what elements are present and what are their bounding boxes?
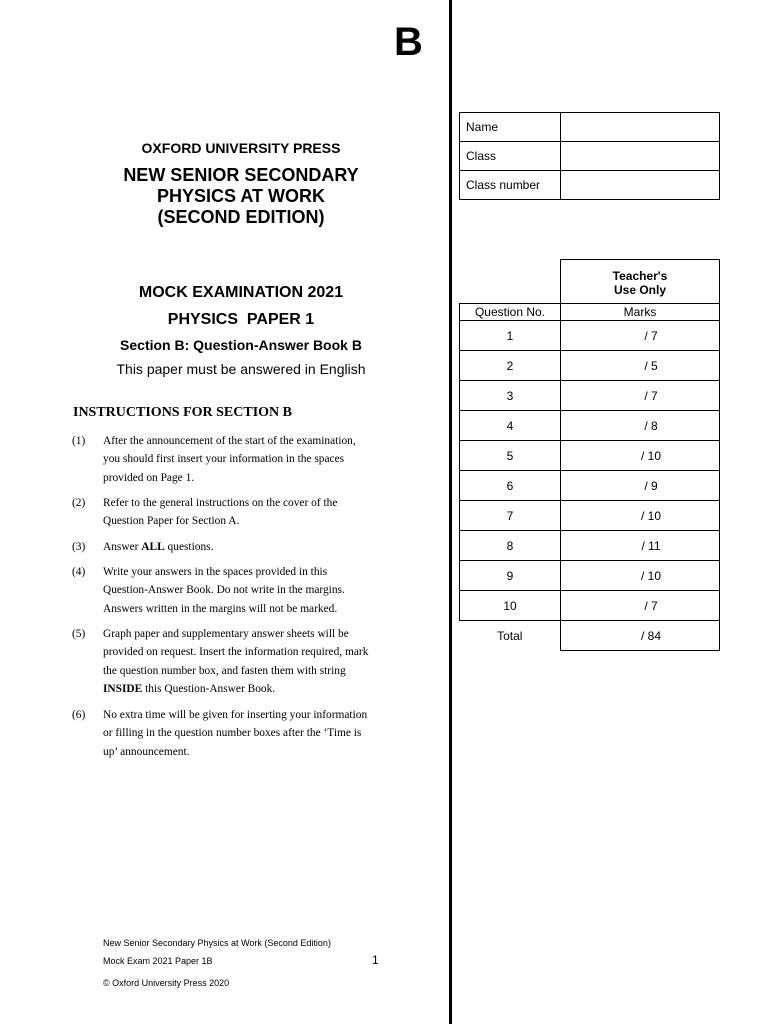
book-title (82, 165, 400, 228)
question-number: 4 (460, 411, 561, 441)
header-spacer (460, 260, 561, 304)
marks-cell[interactable]: / 10 (561, 501, 720, 531)
total-marks-cell[interactable]: / 84 (561, 621, 720, 651)
field-label: Class number (460, 171, 561, 200)
footer-book-title: New Senior Secondary Physics at Work (Second Edition) (103, 938, 331, 948)
name-field[interactable] (561, 113, 720, 142)
table-row (460, 351, 720, 381)
teacher-header-line: Use Only (613, 282, 667, 297)
table-row (460, 531, 720, 561)
instruction-text-part: questions. (164, 541, 214, 553)
instruction-item-3 (72, 538, 412, 556)
instruction-number: (6) (72, 709, 86, 721)
table-row (460, 321, 720, 351)
instruction-emphasis: INSIDE (103, 682, 143, 695)
footer-copyright: © Oxford University Press 2020 (103, 978, 230, 988)
section-letter: B (394, 20, 423, 64)
table-row (460, 561, 720, 591)
question-number: 3 (460, 381, 561, 411)
instructions-heading: INSTRUCTIONS FOR SECTION B (73, 405, 292, 420)
marks-cell[interactable]: / 7 (561, 381, 720, 411)
marks-table-header (460, 260, 720, 304)
instruction-item-2 (72, 494, 412, 531)
question-number: 1 (460, 321, 561, 351)
field-label: Name (460, 113, 561, 142)
table-row (460, 501, 720, 531)
table-row (460, 381, 720, 411)
instruction-item-5 (72, 625, 412, 698)
marks-cell[interactable]: / 10 (561, 441, 720, 471)
exam-title: MOCK EXAMINATION 2021 (138, 284, 344, 301)
paper-title: PHYSICS PAPER 1 (167, 311, 315, 328)
marks-cell[interactable]: / 5 (561, 351, 720, 381)
question-number: 5 (460, 441, 561, 471)
table-row (460, 411, 720, 441)
book-title-line: PHYSICS AT WORK (156, 186, 325, 206)
instruction-text (103, 538, 412, 556)
instruction-number: (5) (72, 628, 86, 640)
marks-table (459, 259, 720, 651)
instruction-text (103, 625, 412, 698)
book-title-line: (SECOND EDITION) (157, 207, 325, 227)
field-label: Class (460, 142, 561, 171)
question-no-header: Question No. (460, 304, 561, 321)
instruction-text: Write your answers in the spaces provided in this Question-Answer Book. Do not write in the margins. Answers written in the margins will not be marked. (103, 566, 345, 615)
marks-cell[interactable]: / 11 (561, 531, 720, 561)
page-number: 1 (372, 953, 379, 967)
marks-cell[interactable]: / 7 (561, 321, 720, 351)
info-row-name (460, 113, 720, 142)
question-number: 2 (460, 351, 561, 381)
info-row-class-number (460, 171, 720, 200)
instruction-text-part: Graph paper and supplementary answer sheets will be provided on request. Insert the information required, mark the question number box, and fasten them with string (103, 628, 369, 677)
teacher-header-line: Teacher's (612, 268, 668, 283)
instruction-text: Refer to the general instructions on the cover of the Question Paper for Section A. (103, 497, 338, 528)
marks-header: Marks (561, 304, 720, 321)
marks-cell[interactable]: / 9 (561, 471, 720, 501)
instruction-item-4 (72, 563, 412, 618)
question-number: 6 (460, 471, 561, 501)
vertical-divider-line (449, 0, 452, 1024)
total-row (460, 621, 720, 651)
table-row (460, 471, 720, 501)
info-row-class (460, 142, 720, 171)
language-note: This paper must be answered in English (116, 361, 366, 377)
instruction-item-1 (72, 432, 412, 487)
question-number: 8 (460, 531, 561, 561)
marks-cell[interactable]: / 8 (561, 411, 720, 441)
marks-cell[interactable]: / 7 (561, 591, 720, 621)
publisher-name: OXFORD UNIVERSITY PRESS (141, 140, 341, 156)
instruction-text: After the announcement of the start of the examination, you should first insert your information in the spaces provided on Page 1. (103, 435, 356, 484)
instruction-text-part: this Question-Answer Book. (142, 682, 276, 695)
instruction-item-6 (72, 706, 412, 761)
book-title-line: NEW SENIOR SECONDARY (123, 165, 359, 185)
marks-cell[interactable]: / 10 (561, 561, 720, 591)
teacher-use-header (561, 260, 720, 304)
question-number: 9 (460, 561, 561, 591)
instruction-number: (2) (72, 497, 86, 509)
instruction-number: (3) (72, 541, 86, 553)
instruction-text: No extra time will be given for inserting your information or filling in the question number boxes after the ‘Time is up’ announcement. (103, 709, 368, 758)
instruction-number: (1) (72, 435, 86, 447)
instruction-emphasis: ALL (141, 541, 165, 553)
student-info-table (459, 112, 720, 200)
table-row (460, 591, 720, 621)
question-number: 7 (460, 501, 561, 531)
class-field[interactable] (561, 142, 720, 171)
table-row (460, 441, 720, 471)
question-number: 10 (460, 591, 561, 621)
footer-exam-name: Mock Exam 2021 Paper 1B (103, 956, 213, 966)
total-label: Total (497, 628, 523, 643)
class-number-field[interactable] (561, 171, 720, 200)
marks-table-column-headers (460, 304, 720, 321)
section-title: Section B: Question-Answer Book B (120, 337, 362, 353)
instruction-text-part: Answer (103, 541, 142, 553)
instruction-number: (4) (72, 566, 86, 578)
